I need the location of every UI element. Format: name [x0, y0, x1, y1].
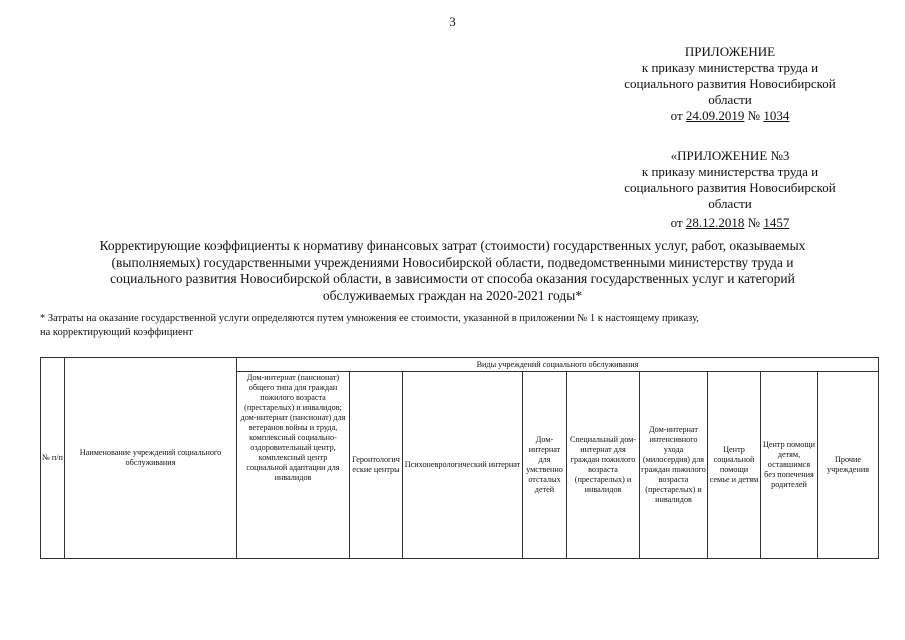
date-prefix: от: [670, 108, 683, 123]
appendix-header-current: [560, 44, 900, 124]
footnote: [40, 312, 890, 339]
footnote-line: * Затраты на оказание государственной услуги определяются путем умножения ее стоимости, указанной в приложении № 1 к настоящему приказу,: [40, 313, 699, 324]
header-institution-types: Виды учреждений социального обслуживания: [237, 358, 879, 372]
order-date: 24.09.2019: [685, 108, 745, 123]
appendix-title: «ПРИЛОЖЕНИЕ №3: [670, 148, 790, 163]
footnote-line: на корректирующий коэффициент: [40, 326, 193, 338]
title-line: обслуживаемых граждан на 2020-2021 годы*: [322, 287, 583, 303]
coefficients-table: [40, 357, 879, 559]
header-number: № п/п: [41, 358, 65, 559]
appendix-line: области: [708, 92, 752, 107]
appendix-date-line: [560, 215, 900, 231]
header-other-institutions: Прочие учреждения: [818, 372, 879, 559]
page-number: 3: [449, 14, 456, 29]
header-special-nursing-home: Специальный дом-интернат для граждан пожилого возраста (престарелых) и инвалидов: [567, 372, 640, 559]
header-intensive-care-home: Дом-интернат интенсивного ухода (милосердия) для граждан пожилого возраста (престарелых) и инвалидов: [640, 372, 708, 559]
appendix-line: социального развития Новосибирской: [624, 76, 836, 91]
header-nursing-home-general: Дом-интернат (пансионат) общего типа для граждан пожилого возраста (престарелых) и инвалидов; дом-интернат (пансионат) для ветеранов войны и труда, комплексный социально-оздоровительный центр, комплексный центр социальной адаптации для инвалидов: [237, 372, 350, 559]
order-date: 28.12.2018: [685, 215, 745, 230]
appendix-line: области: [708, 196, 752, 211]
appendix-line: к приказу министерства труда и: [641, 60, 819, 75]
order-number: 1034: [763, 108, 790, 123]
title-line: социального развития Новосибирской области, в зависимости от способа оказания государственных услуг и категорий: [110, 271, 795, 286]
document-title: [30, 238, 875, 304]
header-orphan-help-center: Центр помощи детям, оставшимся без попечения родителей: [761, 372, 818, 559]
appendix-line: к приказу министерства труда и: [641, 164, 819, 179]
appendix-date-line: [560, 108, 900, 124]
appendix-title: ПРИЛОЖЕНИЕ: [684, 44, 776, 59]
appendix-line: социального развития Новосибирской: [624, 180, 836, 195]
title-line: Корректирующие коэффициенты к нормативу финансовых затрат (стоимости) государственных услуг, работ, оказываемых: [99, 238, 806, 253]
header-home-for-disabled-children: Дом-интернат для умственно отсталых детей: [523, 372, 567, 559]
order-number: 1457: [763, 215, 790, 230]
header-institution-name: Наименование учреждений социального обслуживания: [65, 358, 237, 559]
number-sign: №: [747, 108, 761, 123]
header-gerontology-centers: Геронтологические центры: [350, 372, 403, 559]
title-line: (выполняемых) государственными учреждениями Новосибирской области, подведомственными министерству труда и: [111, 254, 794, 270]
header-family-help-center: Центр социальной помощи семье и детям: [708, 372, 761, 559]
header-psychoneurological-boarding: Психоневрологический интернат: [403, 372, 523, 559]
appendix-header-original: [560, 148, 900, 231]
date-prefix: от: [670, 215, 683, 230]
number-sign: №: [747, 215, 761, 230]
